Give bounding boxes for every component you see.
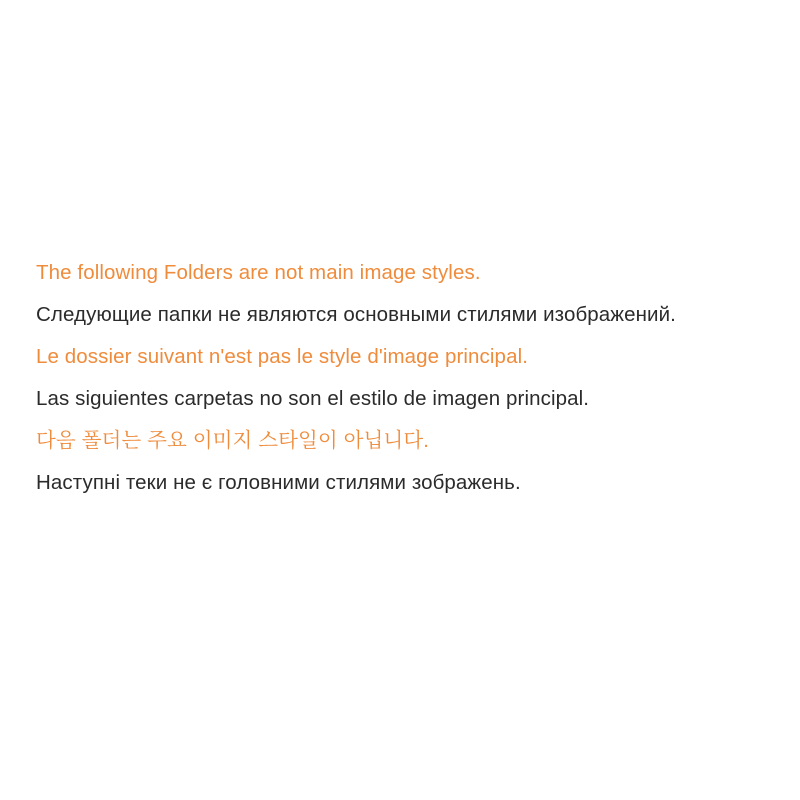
notice-line-korean: 다음 폴더는 주요 이미지 스타일이 아닙니다. — [36, 429, 430, 452]
notice-line-spanish: Las siguientes carpetas no son el estilo de imagen principal. — [36, 387, 590, 410]
notice-line-english: The following Folders are not main image styles. — [36, 261, 481, 284]
notice-line-french: Le dossier suivant n'est pas le style d'image principal. — [36, 345, 529, 368]
multilingual-notice-block — [36, 252, 784, 504]
notice-line-ukrainian: Наступні теки не є головними стилями зображень. — [36, 471, 521, 494]
notice-line-russian: Следующие папки не являются основными стилями изображений. — [36, 303, 676, 326]
